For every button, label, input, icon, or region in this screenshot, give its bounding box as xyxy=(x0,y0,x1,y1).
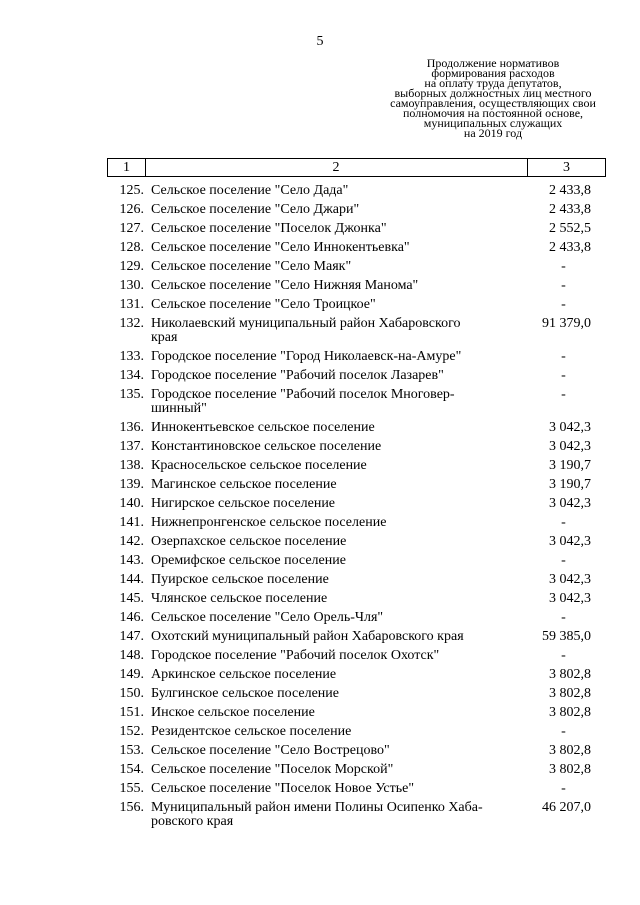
header-col-3: 3 xyxy=(563,160,570,175)
row-name-line: Городское поселение "Рабочий поселок Лазарев" xyxy=(151,368,444,383)
table-row xyxy=(0,457,640,476)
row-name xyxy=(151,421,506,435)
table-row xyxy=(0,628,640,647)
caption-line: полномочия на постоянной основе, xyxy=(402,106,584,120)
row-name xyxy=(151,478,506,492)
row-name xyxy=(151,554,506,568)
caption-line: муниципальных служащих xyxy=(423,116,563,130)
row-number: 153. xyxy=(119,743,144,758)
row-name-line: Озерпахское сельское поселение xyxy=(151,534,347,549)
table-row xyxy=(0,723,640,742)
row-name xyxy=(151,350,506,364)
table-header xyxy=(107,158,606,177)
row-value: - xyxy=(561,648,566,663)
row-name-line: Иннокентьевское сельское поселение xyxy=(151,420,375,435)
row-value: 3 042,3 xyxy=(549,572,591,587)
row-number: 155. xyxy=(119,781,144,796)
table-row xyxy=(0,296,640,315)
row-name-line: Булгинское сельское поселение xyxy=(151,686,339,701)
row-number: 126. xyxy=(119,202,144,217)
row-number: 135. xyxy=(119,387,144,402)
table-row xyxy=(0,348,640,367)
row-number: 140. xyxy=(119,496,144,511)
row-name-line: Сельское поселение "Село Троицкое" xyxy=(151,297,376,312)
table-row xyxy=(0,182,640,201)
row-number: 148. xyxy=(119,648,144,663)
row-name-line: Городское поселение "Рабочий поселок Многовер- xyxy=(151,387,455,402)
table-row xyxy=(0,742,640,761)
row-name-line: Сельское поселение "Поселок Новое Устье" xyxy=(151,781,415,796)
row-number: 151. xyxy=(119,705,144,720)
row-number: 145. xyxy=(119,591,144,606)
row-number: 138. xyxy=(119,458,144,473)
table-row xyxy=(0,609,640,628)
row-name-line: Инское сельское поселение xyxy=(151,705,315,720)
table-caption xyxy=(378,58,608,138)
table-row xyxy=(0,201,640,220)
row-value: 3 042,3 xyxy=(549,591,591,606)
table-row xyxy=(0,571,640,590)
row-name-line: Сельское поселение "Село Орель-Чля" xyxy=(151,610,384,625)
row-name xyxy=(151,687,506,701)
row-number: 129. xyxy=(119,259,144,274)
row-number: 143. xyxy=(119,553,144,568)
row-value: 3 042,3 xyxy=(549,420,591,435)
row-name-line: края xyxy=(151,330,178,345)
row-name xyxy=(151,440,506,454)
row-name xyxy=(151,592,506,606)
row-name-line: Нигирское сельское поселение xyxy=(151,496,336,511)
table-row xyxy=(0,514,640,533)
caption-line: самоуправления, осуществляющих свои xyxy=(390,96,596,110)
table-row xyxy=(0,277,640,296)
row-name xyxy=(151,459,506,473)
row-name-line: Красносельское сельское поселение xyxy=(151,458,367,473)
row-name xyxy=(151,782,506,796)
row-name xyxy=(151,241,506,255)
row-number: 127. xyxy=(119,221,144,236)
row-number: 144. xyxy=(119,572,144,587)
table-row xyxy=(0,590,640,609)
row-name-line: Магинское сельское поселение xyxy=(151,477,337,492)
row-value: 2 433,8 xyxy=(549,183,591,198)
row-name xyxy=(151,744,506,758)
row-name-line: ровского края xyxy=(151,814,234,829)
row-value: 2 433,8 xyxy=(549,202,591,217)
row-number: 133. xyxy=(119,349,144,364)
row-number: 154. xyxy=(119,762,144,777)
table-row xyxy=(0,315,640,348)
table-row xyxy=(0,704,640,723)
caption-line: на 2019 год xyxy=(463,126,523,140)
row-name-line: Городское поселение "Город Николаевск-на-Амуре" xyxy=(151,349,462,364)
row-number: 146. xyxy=(119,610,144,625)
row-number: 152. xyxy=(119,724,144,739)
row-name xyxy=(151,369,506,383)
row-name-line: Сельское поселение "Село Вострецово" xyxy=(151,743,390,758)
table-row xyxy=(0,367,640,386)
row-name xyxy=(151,203,506,217)
row-number: 147. xyxy=(119,629,144,644)
row-name xyxy=(151,222,506,236)
row-name xyxy=(151,184,506,198)
row-value: 2 552,5 xyxy=(549,221,591,236)
row-name xyxy=(151,279,506,293)
row-name-line: Нижнепронгенское сельское поселение xyxy=(151,515,387,530)
row-value: 3 042,3 xyxy=(549,534,591,549)
row-name xyxy=(151,497,506,511)
row-number: 136. xyxy=(119,420,144,435)
row-name-line: шинный" xyxy=(151,401,207,416)
row-number: 156. xyxy=(119,800,144,815)
table-row xyxy=(0,552,640,571)
page-number: 5 xyxy=(316,34,324,49)
row-name-line: Сельское поселение "Поселок Морской" xyxy=(151,762,394,777)
row-name-line: Пуирское сельское поселение xyxy=(151,572,329,587)
row-name-line: Члянское сельское поселение xyxy=(151,591,328,606)
row-name-line: Городское поселение "Рабочий поселок Охотск" xyxy=(151,648,440,663)
caption-line: Продолжение нормативов xyxy=(426,56,560,70)
row-name-line: Резидентское сельское поселение xyxy=(151,724,352,739)
table-row xyxy=(0,419,640,438)
row-value: 91 379,0 xyxy=(542,316,591,331)
row-number: 139. xyxy=(119,477,144,492)
row-name-line: Сельское поселение "Село Дада" xyxy=(151,183,349,198)
row-value: 3 042,3 xyxy=(549,496,591,511)
row-value: 46 207,0 xyxy=(542,800,591,815)
table-row xyxy=(0,438,640,457)
table-row xyxy=(0,386,640,419)
row-name xyxy=(151,260,506,274)
row-number: 128. xyxy=(119,240,144,255)
row-value: - xyxy=(561,515,566,530)
row-name xyxy=(151,516,506,530)
row-name-line: Охотский муниципальный район Хабаровского края xyxy=(151,629,464,644)
row-name xyxy=(151,706,506,720)
row-value: - xyxy=(561,553,566,568)
table-row xyxy=(0,799,640,832)
row-name xyxy=(151,668,506,682)
row-name xyxy=(151,388,506,416)
table-row xyxy=(0,666,640,685)
table-row xyxy=(0,476,640,495)
row-value: - xyxy=(561,387,566,402)
row-name xyxy=(151,801,506,829)
row-value: 2 433,8 xyxy=(549,240,591,255)
row-name-line: Сельское поселение "Село Маяк" xyxy=(151,259,352,274)
row-value: - xyxy=(561,278,566,293)
row-number: 131. xyxy=(119,297,144,312)
row-number: 137. xyxy=(119,439,144,454)
row-value: - xyxy=(561,368,566,383)
row-name-line: Сельское поселение "Село Нижняя Манома" xyxy=(151,278,419,293)
row-name xyxy=(151,298,506,312)
row-name xyxy=(151,535,506,549)
row-value: 59 385,0 xyxy=(542,629,591,644)
table-row xyxy=(0,647,640,666)
table-row xyxy=(0,685,640,704)
row-number: 142. xyxy=(119,534,144,549)
row-number: 134. xyxy=(119,368,144,383)
row-name-line: Николаевский муниципальный район Хабаровского xyxy=(151,316,461,331)
table-row xyxy=(0,258,640,277)
table-row xyxy=(0,239,640,258)
row-number: 150. xyxy=(119,686,144,701)
table-row xyxy=(0,495,640,514)
row-name-line: Сельское поселение "Поселок Джонка" xyxy=(151,221,387,236)
row-number: 130. xyxy=(119,278,144,293)
table-row xyxy=(0,761,640,780)
row-name xyxy=(151,763,506,777)
row-value: 3 802,8 xyxy=(549,705,591,720)
row-name-line: Аркинское сельское поселение xyxy=(151,667,337,682)
row-value: - xyxy=(561,259,566,274)
row-value: 3 190,7 xyxy=(549,477,591,492)
header-col-2: 2 xyxy=(145,159,528,176)
row-value: - xyxy=(561,610,566,625)
row-value: 3 802,8 xyxy=(549,743,591,758)
caption-line: формирования расходов xyxy=(431,66,555,80)
row-value: - xyxy=(561,781,566,796)
row-value: 3 802,8 xyxy=(549,686,591,701)
row-name xyxy=(151,573,506,587)
row-name xyxy=(151,649,506,663)
row-number: 149. xyxy=(119,667,144,682)
row-value: 3 802,8 xyxy=(549,667,591,682)
row-name xyxy=(151,317,506,345)
table-row xyxy=(0,780,640,799)
row-name xyxy=(151,725,506,739)
row-value: 3 802,8 xyxy=(549,762,591,777)
row-number: 141. xyxy=(119,515,144,530)
row-value: 3 190,7 xyxy=(549,458,591,473)
row-name xyxy=(151,611,506,625)
row-name-line: Сельское поселение "Село Джари" xyxy=(151,202,360,217)
row-name-line: Оремифское сельское поселение xyxy=(151,553,346,568)
table-row xyxy=(0,533,640,552)
row-name-line: Муниципальный район имени Полины Осипенко Хаба- xyxy=(151,800,483,815)
table-body xyxy=(0,182,640,832)
caption-line: выборных должностных лиц местного xyxy=(394,86,592,100)
row-value: - xyxy=(561,724,566,739)
row-value: - xyxy=(561,297,566,312)
table-row xyxy=(0,220,640,239)
row-number: 132. xyxy=(119,316,144,331)
row-name-line: Сельское поселение "Село Иннокентьевка" xyxy=(151,240,410,255)
caption-line: на оплату труда депутатов, xyxy=(424,76,562,90)
row-value: - xyxy=(561,349,566,364)
row-name xyxy=(151,630,506,644)
row-number: 125. xyxy=(119,183,144,198)
row-value: 3 042,3 xyxy=(549,439,591,454)
row-name-line: Константиновское сельское поселение xyxy=(151,439,382,454)
header-col-1: 1 xyxy=(108,159,146,176)
